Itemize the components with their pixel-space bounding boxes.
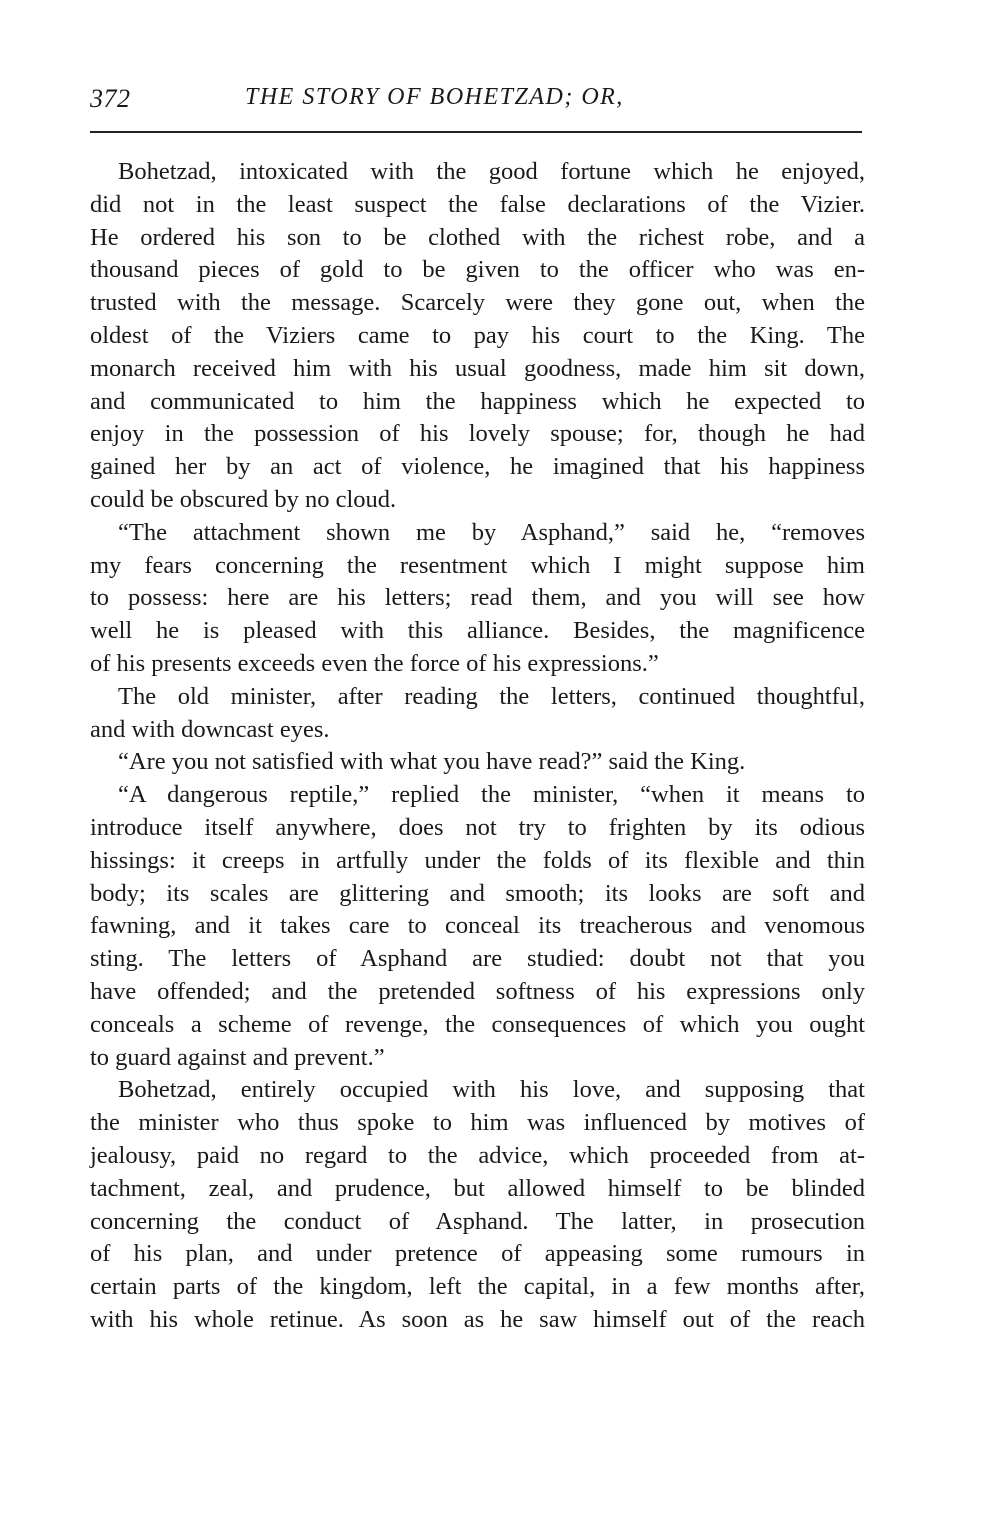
paragraph: [90, 681, 865, 747]
text-line: the minister who thus spoke to him was influenced by motives of: [90, 1109, 865, 1137]
text-line: of his presents exceeds even the force of his expressions.”: [90, 649, 659, 677]
text-line: introduce itself anywhere, does not try to frighten by its odious: [90, 813, 865, 841]
text-line: Bohetzad, intoxicated with the good fortune which he enjoyed,: [118, 158, 865, 185]
text-line: “Are you not satisfied with what you have read?” said the King.: [118, 748, 746, 776]
paragraph: [90, 517, 865, 681]
text-line: tachment, zeal, and prudence, but allowed himself to be blinded: [90, 1174, 865, 1202]
body-text: [90, 156, 865, 1337]
paragraph: [90, 746, 865, 779]
text-line: trusted with the message. Scarcely were they gone out, when the: [90, 289, 865, 317]
text-line: conceals a scheme of revenge, the consequences of which you ought: [90, 1010, 865, 1038]
text-line: Bohetzad, entirely occupied with his love, and supposing that: [118, 1076, 865, 1104]
text-line: my fears concerning the resentment which I might suppose him: [90, 551, 865, 579]
text-line: thousand pieces of gold to be given to the officer who was en-: [90, 256, 865, 284]
text-line: hissings: it creeps in artfully under the folds of its flexible and thin: [90, 846, 865, 874]
text-line: gained her by an act of violence, he imagined that his happiness: [90, 453, 865, 481]
text-line: could be obscured by no cloud.: [90, 485, 397, 513]
text-line: to possess: here are his letters; read them, and you will see how: [90, 584, 865, 612]
text-line: “A dangerous reptile,” replied the minister, “when it means to: [118, 781, 865, 809]
running-head: [90, 84, 865, 120]
text-line: oldest of the Viziers came to pay his court to the King. The: [90, 321, 865, 349]
page-number: 372: [90, 84, 131, 113]
text-line: concerning the conduct of Asphand. The latter, in prosecution: [90, 1207, 865, 1235]
text-line: body; its scales are glittering and smooth; its looks are soft and: [90, 879, 865, 907]
text-line: and communicated to him the happiness which he expected to: [90, 387, 865, 415]
paragraph: [90, 156, 865, 517]
text-line: He ordered his son to be clothed with the richest robe, and a: [90, 223, 865, 251]
text-line: to guard against and prevent.”: [90, 1043, 385, 1071]
paragraph: [90, 1074, 865, 1336]
text-line: have offended; and the pretended softness of his expressions only: [90, 977, 865, 1005]
text-line: of his plan, and under pretence of appeasing some rumours in: [90, 1240, 865, 1268]
text-line: sting. The letters of Asphand are studied: doubt not that you: [90, 945, 865, 973]
text-line: monarch received him with his usual goodness, made him sit down,: [90, 354, 865, 382]
text-line: certain parts of the kingdom, left the capital, in a few months after,: [90, 1273, 865, 1301]
text-line: “The attachment shown me by Asphand,” said he, “removes: [118, 518, 865, 546]
text-line: enjoy in the possession of his lovely spouse; for, though he had: [90, 420, 865, 448]
text-line: well he is pleased with this alliance. Besides, the magnificence: [90, 617, 865, 645]
header-rule: [90, 131, 862, 133]
text-line: fawning, and it takes care to conceal its treacherous and venomous: [90, 912, 865, 940]
text-line: and with downcast eyes.: [90, 715, 330, 743]
text-line: jealousy, paid no regard to the advice, which proceeded from at-: [90, 1141, 865, 1169]
text-line: The old minister, after reading the letters, continued thoughtful,: [118, 682, 865, 710]
text-line: with his whole retinue. As soon as he saw himself out of the reach: [90, 1305, 865, 1333]
paragraph: [90, 779, 865, 1074]
text-line: did not in the least suspect the false declarations of the Vizier.: [90, 190, 865, 218]
running-title: THE STORY OF BOHETZAD; OR,: [245, 84, 624, 110]
